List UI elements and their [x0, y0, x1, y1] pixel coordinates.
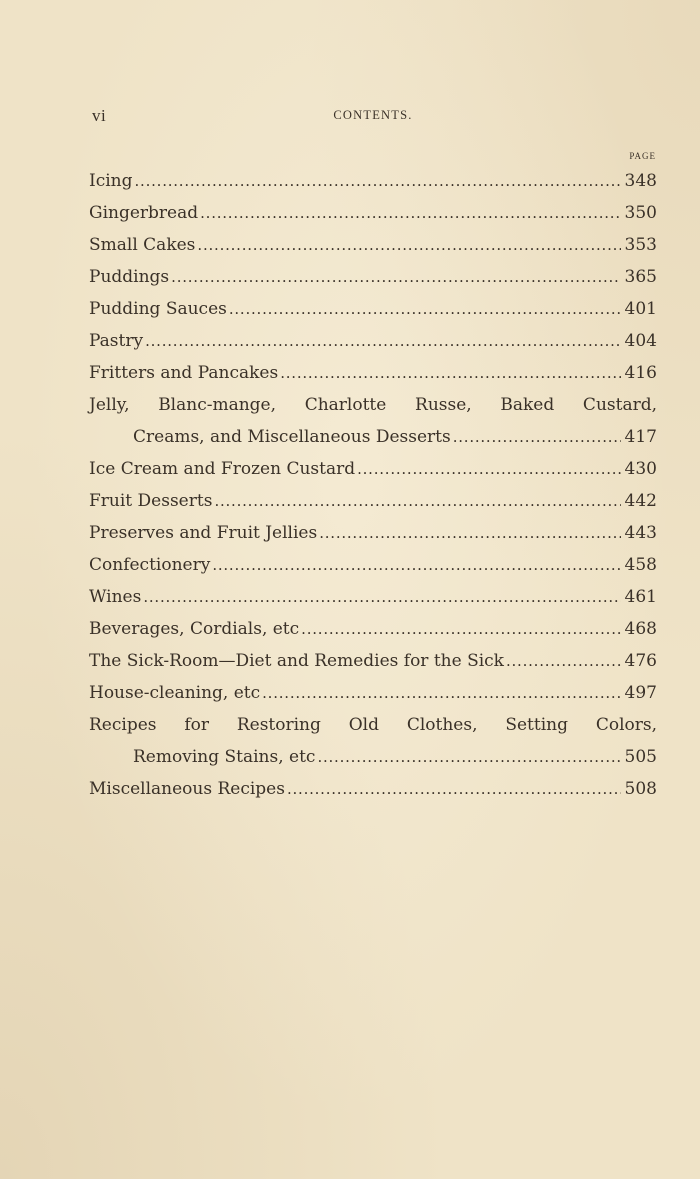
- toc-entry-page: 401: [624, 299, 657, 319]
- toc-entry-page: 417: [624, 427, 657, 447]
- toc-entry-page: 442: [624, 491, 657, 511]
- toc-entry-title: Fritters and Pancakes: [89, 363, 279, 383]
- toc-entry-beverages: [89, 613, 657, 645]
- toc-entry-page: 365: [624, 267, 657, 287]
- running-head: CONTENTS.: [333, 108, 413, 122]
- toc-entry-page: 476: [624, 651, 657, 671]
- toc-entry-fruit-desserts: [89, 485, 657, 517]
- toc-entry-pastry: [89, 325, 657, 357]
- leader-dots: [145, 325, 620, 357]
- toc-entry-page: 443: [624, 523, 657, 543]
- leader-dots: [301, 613, 620, 645]
- toc-entry-title: Fruit Desserts: [89, 491, 213, 511]
- toc-entry-small-cakes: [89, 229, 657, 261]
- leader-dots: [214, 485, 620, 517]
- toc-entry-jelly-line1: Jelly, Blanc-mange, Charlotte Russe, Baked Custard,: [89, 395, 657, 415]
- toc-entry-wines: [89, 581, 657, 613]
- toc-entry-title: Confectionery: [89, 555, 211, 575]
- leader-dots: [357, 453, 620, 485]
- toc-entry-title: Icing: [89, 171, 133, 191]
- leader-dots: [317, 741, 620, 773]
- toc-entry-title: Pudding Sauces: [89, 299, 227, 319]
- toc-entry-title: Gingerbread: [89, 203, 199, 223]
- page-header: [90, 106, 656, 128]
- leader-dots: [262, 677, 620, 709]
- toc-entry-page: 461: [624, 587, 657, 607]
- toc-entry-title: Wines: [89, 587, 142, 607]
- leader-dots: [143, 581, 620, 613]
- leader-dots: [280, 357, 620, 389]
- page-number-roman: vi: [92, 106, 107, 125]
- toc-entry-title: Creams, and Miscellaneous Desserts: [133, 427, 451, 447]
- toc-entry-title: Puddings: [89, 267, 170, 287]
- leader-dots: [171, 261, 620, 293]
- toc-entry-sick-room: [89, 645, 657, 677]
- toc-entry-house-cleaning: [89, 677, 657, 709]
- toc-entry-preserves: [89, 517, 657, 549]
- toc-entry-title: Miscellaneous Recipes: [89, 779, 285, 799]
- toc-entry-page: 505: [624, 747, 657, 767]
- toc-entry-confectionery: [89, 549, 657, 581]
- toc-entry-ice-cream: [89, 453, 657, 485]
- toc-entry-page: 508: [624, 779, 657, 799]
- toc-entry-jelly-line2: [89, 421, 657, 453]
- toc-entry-title: Removing Stains, etc: [133, 747, 316, 767]
- toc-entry-page: 497: [624, 683, 657, 703]
- leader-dots: [319, 517, 620, 549]
- toc-entry-page: 353: [624, 235, 657, 255]
- toc-entry-gingerbread: [89, 197, 657, 229]
- toc-entry-title: Small Cakes: [89, 235, 196, 255]
- toc-entry-miscellaneous: [89, 773, 657, 805]
- toc-entry-page: 416: [624, 363, 657, 383]
- leader-dots: [506, 645, 621, 677]
- toc-entry-page: 430: [624, 459, 657, 479]
- toc-entry-icing: [89, 165, 657, 197]
- table-of-contents: [89, 165, 657, 805]
- toc-entry-pudding-sauces: [89, 293, 657, 325]
- page-column-label: PAGE: [629, 151, 656, 161]
- toc-entry-page: 348: [624, 171, 657, 191]
- toc-entry-page: 350: [624, 203, 657, 223]
- leader-dots: [135, 165, 621, 197]
- toc-entry-restoring-line2: [89, 741, 657, 773]
- toc-entry-page: 468: [624, 619, 657, 639]
- toc-entry-title: House-cleaning, etc: [89, 683, 261, 703]
- toc-entry-fritters: [89, 357, 657, 389]
- toc-entry-title: Preserves and Fruit Jellies: [89, 523, 318, 543]
- toc-entry-page: 458: [624, 555, 657, 575]
- toc-entry-title: Ice Cream and Frozen Custard: [89, 459, 356, 479]
- toc-entry-title: Beverages, Cordials, etc: [89, 619, 300, 639]
- toc-entry-title: Pastry: [89, 331, 144, 351]
- leader-dots: [287, 773, 621, 805]
- toc-entry-puddings: [89, 261, 657, 293]
- leader-dots: [453, 421, 621, 453]
- leader-dots: [212, 549, 620, 581]
- leader-dots: [200, 197, 620, 229]
- leader-dots: [197, 229, 620, 261]
- toc-entry-restoring-line1: Recipes for Restoring Old Clothes, Setting Colors,: [89, 715, 657, 735]
- toc-entry-page: 404: [624, 331, 657, 351]
- toc-entry-title: The Sick-Room—Diet and Remedies for the Sick: [89, 651, 504, 671]
- leader-dots: [229, 293, 621, 325]
